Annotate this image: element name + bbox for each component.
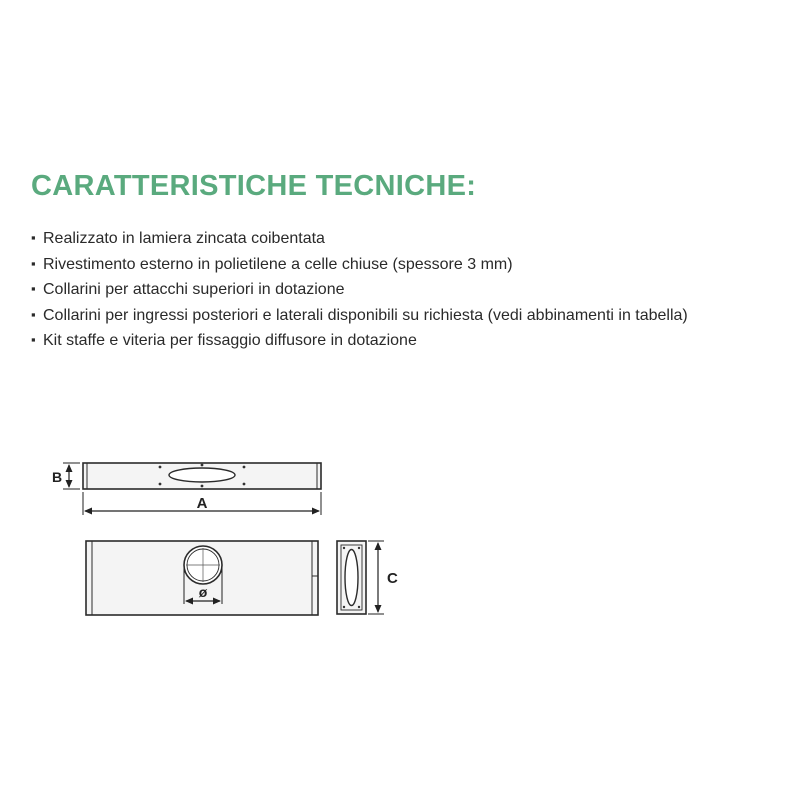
screw-hole: [159, 466, 162, 469]
collar-slot-side: [345, 550, 358, 606]
feature-text: Rivestimento esterno in polietilene a celle chiuse (spessore 3 mm): [43, 255, 513, 273]
feature-text: Kit staffe e viteria per fissaggio diffusore in dotazione: [43, 332, 417, 349]
screw-hole: [243, 466, 246, 469]
screw-hole: [343, 606, 345, 608]
feature-text: Realizzato in lamiera zincata coibentata: [43, 230, 325, 247]
section-title: CARATTERISTICHE TECNICHE:: [31, 170, 477, 202]
screw-hole: [343, 547, 345, 549]
screw-hole: [358, 606, 360, 608]
screw-hole: [201, 485, 204, 488]
screw-hole: [159, 483, 162, 486]
collar-slot-top: [169, 468, 235, 482]
bullet-icon: ▪: [31, 281, 36, 296]
screw-hole: [358, 547, 360, 549]
screw-hole: [243, 483, 246, 486]
feature-text: Collarini per ingressi posteriori e laterali disponibili su richiesta (vedi abbinamenti in tabella): [43, 306, 688, 324]
bullet-icon: ▪: [31, 255, 36, 271]
side-view: [337, 541, 366, 614]
bullet-icon: ▪: [31, 332, 36, 347]
dimension-label-c: C: [387, 570, 398, 587]
dimension-b: [52, 463, 80, 489]
top-view: [83, 463, 321, 489]
dimension-label-a: A: [196, 495, 208, 512]
dimension-label-b: B: [51, 469, 63, 485]
screw-hole: [201, 464, 204, 467]
front-view: [86, 541, 318, 615]
bullet-icon: ▪: [31, 230, 36, 245]
feature-text: Collarini per attacchi superiori in dotazione: [43, 281, 345, 298]
bullet-icon: ▪: [31, 306, 36, 322]
dimension-label-diameter: ø: [198, 584, 208, 600]
dimension-a: [83, 492, 321, 515]
dimension-c: [368, 541, 398, 614]
